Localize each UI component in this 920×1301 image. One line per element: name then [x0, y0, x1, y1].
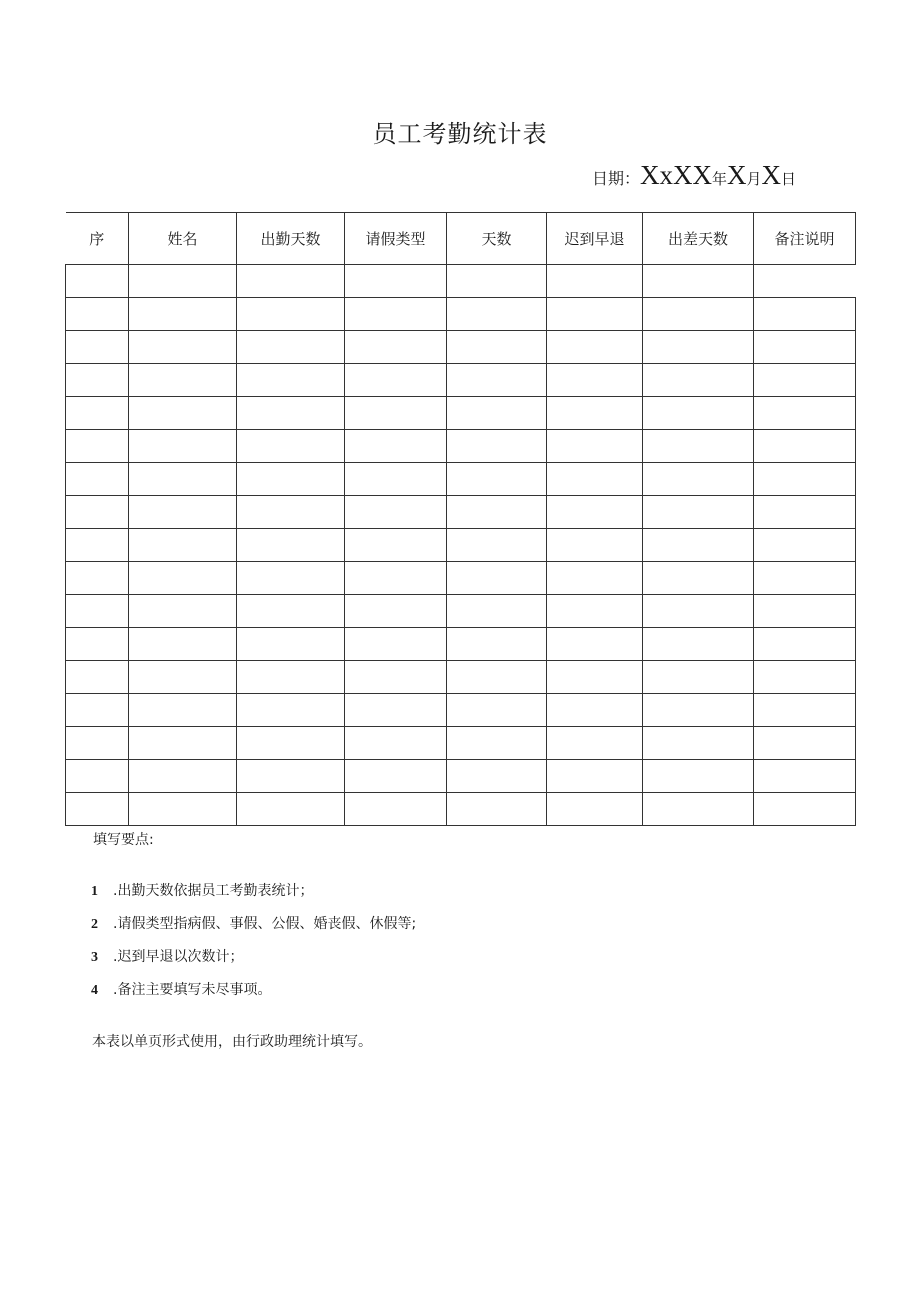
table-cell[interactable]: [129, 463, 237, 496]
notes-heading: 填写要点:: [93, 832, 154, 848]
note-item: [91, 913, 416, 946]
table-cell[interactable]: [129, 397, 237, 430]
table-row: [66, 760, 856, 793]
table-row: [66, 727, 856, 760]
date-year-value: XxXX: [640, 160, 713, 190]
table-cell[interactable]: [447, 364, 547, 397]
table-cell[interactable]: [345, 463, 447, 496]
table-cell[interactable]: [237, 397, 345, 430]
table-cell[interactable]: [345, 661, 447, 694]
table-cell[interactable]: [66, 331, 129, 364]
table-cell[interactable]: [547, 364, 643, 397]
table-cell[interactable]: [66, 463, 129, 496]
table-cell[interactable]: [754, 562, 856, 595]
note-number: 1: [91, 884, 98, 899]
table-cell[interactable]: [345, 595, 447, 628]
table-cell[interactable]: [66, 793, 129, 826]
table-cell[interactable]: [345, 430, 447, 463]
table-cell[interactable]: [447, 595, 547, 628]
table-cell[interactable]: [447, 265, 547, 298]
table-cell[interactable]: [447, 463, 547, 496]
table-row: [66, 628, 856, 661]
header-cell-days: 天数: [447, 213, 547, 265]
table-cell[interactable]: [447, 529, 547, 562]
date-line: [592, 160, 796, 191]
table-cell[interactable]: [237, 661, 345, 694]
table-cell[interactable]: [547, 430, 643, 463]
table-cell[interactable]: [66, 529, 129, 562]
table-cell[interactable]: [547, 727, 643, 760]
table-cell[interactable]: [447, 661, 547, 694]
table-cell[interactable]: [643, 628, 754, 661]
table-cell[interactable]: [447, 562, 547, 595]
table-row: [66, 694, 856, 727]
table-cell[interactable]: [547, 463, 643, 496]
table-cell[interactable]: [345, 496, 447, 529]
table-cell[interactable]: [547, 661, 643, 694]
table-cell[interactable]: [345, 331, 447, 364]
table-cell[interactable]: [345, 298, 447, 331]
table-cell[interactable]: [345, 760, 447, 793]
table-cell[interactable]: [643, 562, 754, 595]
date-month-unit: 月: [746, 170, 762, 188]
table-cell[interactable]: [66, 595, 129, 628]
table-cell[interactable]: [237, 298, 345, 331]
footer-note: 本表以单页形式使用，由行政助理统计填写。: [92, 1034, 372, 1050]
table-row: [66, 595, 856, 628]
note-item: [91, 979, 416, 1012]
table-cell[interactable]: [547, 793, 643, 826]
table-row: [66, 793, 856, 826]
note-number: 2: [91, 917, 98, 932]
table-row: [66, 364, 856, 397]
note-item: [91, 880, 416, 913]
table-cell[interactable]: [547, 694, 643, 727]
table-cell[interactable]: [66, 430, 129, 463]
table-cell[interactable]: [547, 562, 643, 595]
table-row: [66, 397, 856, 430]
table-cell[interactable]: [643, 595, 754, 628]
table-cell[interactable]: [643, 298, 754, 331]
header-cell-index: 序: [66, 213, 129, 265]
date-year-unit: 年: [712, 170, 728, 188]
table-cell[interactable]: [447, 397, 547, 430]
table-cell[interactable]: [66, 397, 129, 430]
table-cell[interactable]: [754, 265, 856, 298]
table-cell[interactable]: [129, 793, 237, 826]
table-cell[interactable]: [237, 331, 345, 364]
note-number: 3: [91, 950, 98, 965]
table-cell[interactable]: [66, 298, 129, 331]
table-cell[interactable]: [754, 727, 856, 760]
notes-list: [91, 880, 416, 1012]
header-cell-leave-type: 请假类型: [345, 213, 447, 265]
table-cell[interactable]: [237, 463, 345, 496]
note-text: .出勤天数依据员工考勤表统计；: [113, 883, 314, 899]
note-text: .请假类型指病假、事假、公假、婚丧假、休假等;: [113, 916, 417, 932]
table-cell[interactable]: [547, 628, 643, 661]
table-cell[interactable]: [129, 265, 237, 298]
table-row: [66, 661, 856, 694]
table-cell[interactable]: [66, 265, 129, 298]
table-cell[interactable]: [129, 727, 237, 760]
table-cell[interactable]: [345, 694, 447, 727]
table-cell[interactable]: [129, 331, 237, 364]
table-row: [66, 463, 856, 496]
table-row: [66, 496, 856, 529]
attendance-table: [65, 212, 856, 826]
table-cell[interactable]: [754, 298, 856, 331]
table-cell[interactable]: [129, 661, 237, 694]
table-cell[interactable]: [447, 793, 547, 826]
table-cell[interactable]: [129, 628, 237, 661]
table-cell[interactable]: [345, 793, 447, 826]
table-cell[interactable]: [643, 331, 754, 364]
table-cell[interactable]: [237, 265, 345, 298]
header-cell-remarks: 备注说明: [754, 213, 856, 265]
table-cell[interactable]: [643, 397, 754, 430]
table-cell[interactable]: [643, 694, 754, 727]
table-cell[interactable]: [643, 430, 754, 463]
date-day-value: X: [761, 160, 782, 190]
table-cell[interactable]: [754, 463, 856, 496]
table-cell[interactable]: [643, 496, 754, 529]
table-cell[interactable]: [237, 364, 345, 397]
table-cell[interactable]: [66, 760, 129, 793]
note-text: .迟到早退以次数计；: [113, 949, 244, 965]
date-month-value: X: [727, 160, 747, 190]
table-cell[interactable]: [129, 529, 237, 562]
table-cell[interactable]: [345, 628, 447, 661]
table-cell[interactable]: [754, 496, 856, 529]
table-cell[interactable]: [345, 562, 447, 595]
table-cell[interactable]: [754, 331, 856, 364]
table-cell[interactable]: [66, 661, 129, 694]
table-cell[interactable]: [547, 595, 643, 628]
table-cell[interactable]: [129, 364, 237, 397]
table-cell[interactable]: [754, 430, 856, 463]
date-label: 日期：: [592, 169, 641, 188]
table-cell[interactable]: [345, 529, 447, 562]
table-cell[interactable]: [66, 496, 129, 529]
table-cell[interactable]: [237, 430, 345, 463]
table-cell[interactable]: [754, 793, 856, 826]
table-row: [66, 562, 856, 595]
table-cell[interactable]: [643, 793, 754, 826]
table-cell[interactable]: [237, 793, 345, 826]
table-cell[interactable]: [237, 760, 345, 793]
table-cell[interactable]: [66, 727, 129, 760]
table-cell[interactable]: [447, 694, 547, 727]
table-row: [66, 430, 856, 463]
table-cell[interactable]: [643, 760, 754, 793]
table-cell[interactable]: [754, 529, 856, 562]
table-cell[interactable]: [547, 331, 643, 364]
table-cell[interactable]: [66, 562, 129, 595]
table-cell[interactable]: [129, 430, 237, 463]
table-cell[interactable]: [547, 760, 643, 793]
table-cell[interactable]: [754, 595, 856, 628]
table-cell[interactable]: [447, 298, 547, 331]
header-cell-late-early: 迟到早退: [547, 213, 643, 265]
header-cell-name: 姓名: [129, 213, 237, 265]
table-row: [66, 265, 856, 298]
table-cell[interactable]: [643, 463, 754, 496]
table-header-row: [66, 213, 856, 265]
table-cell[interactable]: [237, 529, 345, 562]
note-number: 4: [91, 983, 98, 998]
date-day-unit: 日: [781, 170, 797, 188]
table-cell[interactable]: [754, 760, 856, 793]
table-cell[interactable]: [754, 364, 856, 397]
table-cell[interactable]: [643, 265, 754, 298]
table-cell[interactable]: [237, 628, 345, 661]
table-cell[interactable]: [66, 628, 129, 661]
table-cell[interactable]: [129, 595, 237, 628]
table-cell[interactable]: [345, 727, 447, 760]
table-cell[interactable]: [643, 727, 754, 760]
table-cell[interactable]: [66, 364, 129, 397]
table-cell[interactable]: [237, 595, 345, 628]
table-cell[interactable]: [547, 265, 643, 298]
note-item: [91, 946, 416, 979]
table-cell[interactable]: [345, 397, 447, 430]
table-cell[interactable]: [66, 694, 129, 727]
table-cell[interactable]: [129, 298, 237, 331]
table-cell[interactable]: [447, 727, 547, 760]
table-cell[interactable]: [547, 529, 643, 562]
table-cell[interactable]: [447, 331, 547, 364]
table-cell[interactable]: [447, 430, 547, 463]
table-cell[interactable]: [643, 364, 754, 397]
note-text: .备注主要填写未尽事项。: [113, 982, 272, 998]
table-cell[interactable]: [447, 760, 547, 793]
table-row: [66, 298, 856, 331]
table-row: [66, 331, 856, 364]
table-cell[interactable]: [447, 496, 547, 529]
table-cell[interactable]: [754, 628, 856, 661]
table-cell[interactable]: [237, 694, 345, 727]
table-cell[interactable]: [547, 298, 643, 331]
table-cell[interactable]: [129, 562, 237, 595]
header-cell-business-trip-days: 出差天数: [643, 213, 754, 265]
table-cell[interactable]: [643, 661, 754, 694]
table-cell[interactable]: [345, 265, 447, 298]
table-cell[interactable]: [447, 628, 547, 661]
header-cell-attendance-days: 出勤天数: [237, 213, 345, 265]
table-cell[interactable]: [129, 496, 237, 529]
table-cell[interactable]: [643, 529, 754, 562]
table-cell[interactable]: [237, 727, 345, 760]
table-body: [66, 265, 856, 826]
document-title: 员工考勤统计表: [372, 120, 548, 148]
table-cell[interactable]: [754, 397, 856, 430]
table-cell[interactable]: [129, 694, 237, 727]
table-cell[interactable]: [754, 661, 856, 694]
table-cell[interactable]: [237, 496, 345, 529]
table-cell[interactable]: [237, 562, 345, 595]
table-cell[interactable]: [129, 760, 237, 793]
table-row: [66, 529, 856, 562]
table-cell[interactable]: [547, 496, 643, 529]
table-cell[interactable]: [754, 694, 856, 727]
table-cell[interactable]: [547, 397, 643, 430]
table-cell[interactable]: [345, 364, 447, 397]
